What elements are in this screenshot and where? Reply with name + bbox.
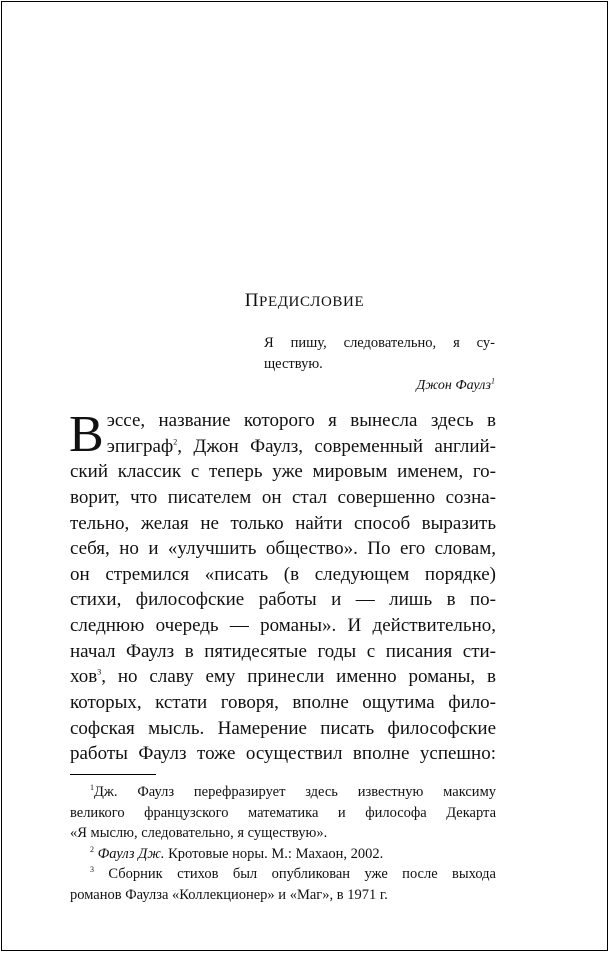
footnote-1: [70, 782, 496, 803]
footnote-3-line: романов Фаулза «Коллекционер» и «Маг», в 1971 г.: [70, 886, 388, 903]
footnote-2: [70, 844, 496, 865]
body-line: начал Фаулз в пятидесятые годы с писания сти-: [70, 640, 496, 662]
body-line: тельно, желая не только найти способ выразить: [70, 512, 496, 534]
body-line: стихи, философские работы и — лишь в по-: [70, 589, 496, 611]
body-line: ворит, что писателем он стал совершенно созна-: [70, 486, 496, 508]
body-line: себя, но и «улучшить общество». По его словам,: [70, 538, 496, 560]
epigraph-line: ществую.: [264, 356, 323, 372]
footnote-text: Сборник стихов был опубликован уже после выхода: [94, 866, 496, 882]
footnote-ref: 3: [97, 668, 102, 678]
footnote-number: 2: [90, 844, 94, 854]
footnotes: [70, 782, 496, 905]
footnote-1-line: «Я мыслю, следовательно, я существую».: [70, 825, 328, 841]
epigraph: [264, 333, 495, 375]
body-line-part: эпиграф: [106, 435, 174, 457]
footnote-1-line: великого французского математика и философа Декарта: [70, 804, 496, 821]
epigraph-author-name: Джон Фаулз: [416, 378, 491, 393]
footnote-text: Кротовые норы. М.: Махаон, 2002.: [164, 845, 384, 862]
body-line: ский классик с теперь уже мировым именем, го-: [70, 461, 496, 483]
body-line-part: , но славу ему принесли именно романы, в: [101, 666, 496, 688]
body-line: эссе, название которого я вынесла здесь в: [106, 410, 496, 431]
body-line: он стремился «писать (в следующем порядке): [70, 563, 496, 585]
footnote-3: [70, 864, 496, 885]
footnote-number: 3: [90, 865, 94, 875]
footnote-ref: 1: [491, 376, 495, 386]
body-line-part: , Джон Фаулз, современный англий-: [177, 435, 496, 457]
epigraph-author: [416, 378, 495, 394]
chapter-title-initial: П: [244, 290, 259, 311]
book-page: [1, 1, 608, 951]
body-text: [70, 408, 496, 767]
body-line: работы Фаулз тоже осуществил вполне успешно:: [70, 743, 496, 765]
chapter-title-rest: РЕДИСЛОВИЕ: [259, 294, 365, 310]
drop-cap: В: [69, 406, 104, 463]
body-line: [70, 664, 496, 690]
chapter-title: [2, 290, 607, 312]
body-line: софская мысль. Намерение писать философские: [70, 717, 496, 739]
body-line: следнюю очередь — романы». И действительно,: [70, 615, 496, 637]
footnote-text: Дж. Фаулз перефразирует здесь известную максиму: [94, 784, 496, 800]
body-line-part: хов: [70, 666, 98, 688]
body-line: которых, кстати говоря, вполне ощутима фило-: [70, 692, 496, 714]
epigraph-line: Я пишу, следовательно, я су-: [264, 335, 495, 351]
footnote-divider: [70, 774, 156, 775]
footnote-number: 1: [90, 783, 94, 793]
footnote-author: Фаулз Дж.: [97, 845, 165, 862]
footnote-ref: 2: [173, 437, 178, 447]
body-line: [70, 434, 496, 460]
